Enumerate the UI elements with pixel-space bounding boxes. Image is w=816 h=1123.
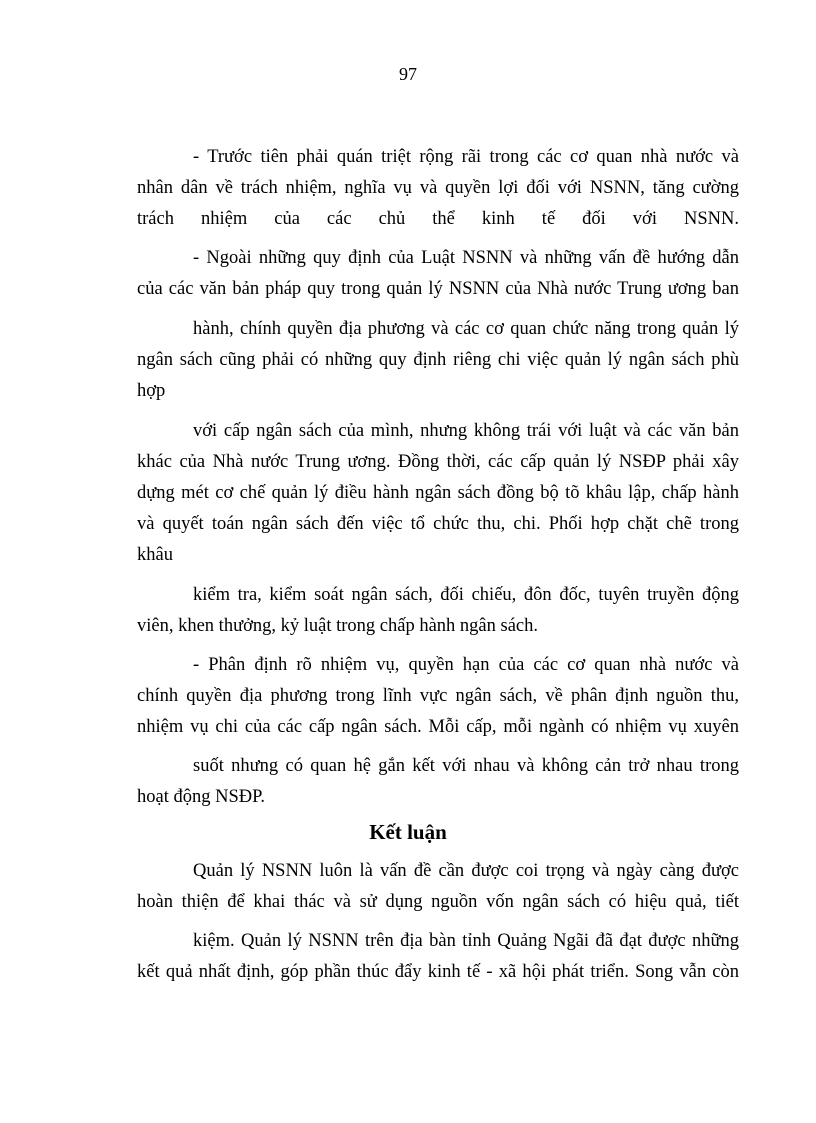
text-line: suốt nhưng có quan hệ gắn kết với nhau và không cản trở nhau trong <box>193 756 739 776</box>
text-line: hợp <box>137 381 166 401</box>
text-line: nhiệm vụ chi của các cấp ngân sách. Mỗi cấp, mỗi ngành có nhiệm vụ xuyên <box>137 717 739 737</box>
text-line: hoạt động NSĐP. <box>137 787 265 807</box>
text-line: dựng mét cơ chế quản lý điều hành ngân sách đồng bộ tõ khâu lập, chấp hành <box>137 483 739 503</box>
text-line: khâu <box>137 545 173 565</box>
text-line: kết quả nhất định, góp phần thúc đẩy kinh tế - xã hội phát triển. Song vẫn còn <box>137 962 739 982</box>
text-line: viên, khen thưởng, kỷ luật trong chấp hành ngân sách. <box>137 616 539 636</box>
text-line: chính quyền địa phương trong lĩnh vực ngân sách, về phân định nguồn thu, <box>137 686 739 706</box>
text-line: kiểm tra, kiểm soát ngân sách, đối chiếu, đôn đốc, tuyên truyền động <box>193 585 739 605</box>
text-line: - Phân định rõ nhiệm vụ, quyền hạn của các cơ quan nhà nước và <box>193 655 739 675</box>
text-line: Quản lý NSNN luôn là vấn đề cần được coi trọng và ngày càng được <box>193 861 739 881</box>
text-line: kiệm. Quản lý NSNN trên địa bàn tỉnh Quảng Ngãi đã đạt được những <box>193 931 739 951</box>
text-line: ngân sách cũng phải có những quy định riêng chi việc quản lý ngân sách phù <box>137 350 739 370</box>
text-line: - Ngoài những quy định của Luật NSNN và những vấn đề hướng dẫn <box>193 248 739 268</box>
text-line: trách nhiệm của các chủ thể kinh tế đối với NSNN. <box>137 209 739 229</box>
text-line: nhân dân về trách nhiệm, nghĩa vụ và quyền lợi đối với NSNN, tăng cường <box>137 178 739 198</box>
text-line: và quyết toán ngân sách đến việc tổ chức thu, chi. Phối hợp chặt chẽ trong <box>137 514 739 534</box>
text-line: hoàn thiện để khai thác và sử dụng nguồn vốn ngân sách có hiệu quả, tiết <box>137 892 739 912</box>
section-heading: Kết luận <box>369 820 447 844</box>
text-line: với cấp ngân sách của mình, nhưng không trái với luật và các văn bản <box>193 421 739 441</box>
page-number: 97 <box>399 64 417 84</box>
text-line: hành, chính quyền địa phương và các cơ quan chức năng trong quản lý <box>193 319 739 339</box>
text-line: khác của Nhà nước Trung ương. Đồng thời, các cấp quản lý NSĐP phải xây <box>137 452 739 472</box>
text-line: - Trước tiên phải quán triệt rộng rãi trong các cơ quan nhà nước và <box>193 147 739 167</box>
text-line: của các văn bản pháp quy trong quản lý NSNN của Nhà nước Trung ương ban <box>137 279 739 299</box>
